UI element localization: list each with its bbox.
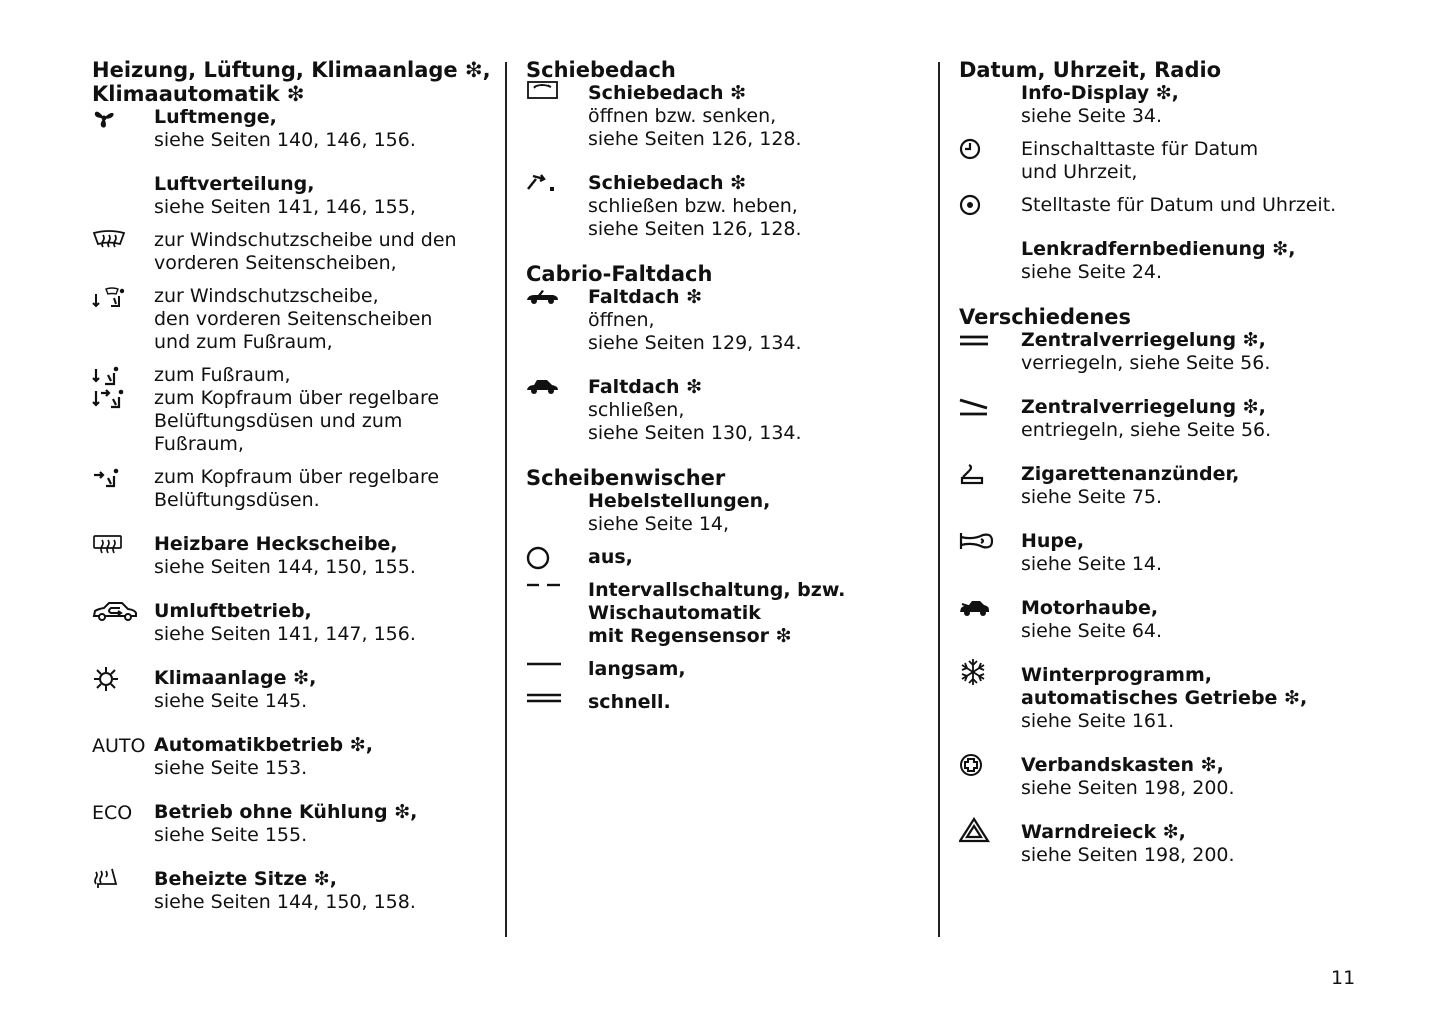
warning-triangle-icon (959, 819, 1015, 841)
heading-cabrio: Cabrio-Faltdach (526, 262, 713, 286)
heading-wischer: Scheibenwischer (526, 466, 726, 490)
entry-schiebedach-open: Schiebedach ❇ öffnen bzw. senken, siehe Seiten 126, 128. (526, 82, 926, 151)
entry-verbandskasten: Verbandskasten ❇, siehe Seiten 198, 200. (959, 754, 1399, 800)
entry-luftverteilung: Luftverteilung, siehe Seiten 141, 146, 155, (154, 173, 416, 218)
column-heating (92, 58, 492, 914)
windscreen-footwell-icon (92, 286, 148, 308)
entry-zv-verriegeln: Zentralverriegelung ❇, verriegeln, siehe Seite 56. (959, 329, 1399, 375)
head-footwell-icon (92, 388, 148, 410)
entry-stelltaste: Stelltaste für Datum und Uhrzeit. (959, 194, 1399, 217)
ac-snowflake-sun-icon (92, 668, 148, 690)
entry-einschalttaste: Einschalttaste für Datum und Uhrzeit, (959, 138, 1399, 184)
first-aid-icon (959, 755, 1015, 777)
column-roof (526, 58, 926, 714)
car-bonnet-icon (959, 598, 1015, 620)
entry-zigarette: Zigarettenanzünder, siehe Seite 75. (959, 463, 1399, 509)
heading-verschiedenes: Verschiedenes (959, 305, 1132, 329)
seat-heating-icon (92, 869, 148, 891)
entry-klimaanlage: Klimaanlage ❇, siehe Seite 145. (92, 667, 492, 713)
entry-faltdach-close: Faltdach ❇ schließen, siehe Seiten 130, 134. (526, 376, 926, 445)
entry-intervall: Intervallschaltung, bzw. Wischautomatik mit Regensensor ❇ (526, 579, 926, 648)
entry-fussraum: zum Fußraum, (92, 364, 492, 387)
entry-kopf-fussraum: zum Kopfraum über regelbare Belüftungsdüsen und zum Fußraum, (92, 387, 492, 456)
entry-zv-entriegeln: Zentralverriegelung ❇, entriegeln, siehe Seite 56. (959, 396, 1399, 442)
entry-eco: ECO Betrieb ohne Kühlung ❇, siehe Seite 155. (92, 801, 418, 846)
column-misc (959, 58, 1399, 867)
windscreen-defrost-icon (92, 230, 148, 252)
entry-winterprogramm: Winterprogramm, automatisches Getriebe ❇, siehe Seite 161. (959, 664, 1399, 733)
entry-langsam: langsam, (526, 658, 926, 681)
page-number: 11 (1331, 967, 1356, 989)
unlock-lines-icon (959, 397, 1015, 419)
entry-hupe: Hupe, siehe Seite 14. (959, 530, 1399, 576)
entry-windschutz-fussraum: zur Windschutzscheibe, den vorderen Seitenscheiben und zum Fußraum, (92, 285, 492, 354)
fan-icon (92, 107, 148, 129)
entry-warndreieck: Warndreieck ❇, siehe Seiten 198, 200. (959, 821, 1399, 867)
entry-lenkrad: Lenkradfernbedienung ❇, siehe Seite 24. (1021, 238, 1296, 283)
entry-auto: AUTO Automatikbetrieb ❇, siehe Seite 153. (92, 734, 373, 779)
entry-schiebedach-close: Schiebedach ❇ schließen bzw. heben, siehe Seiten 126, 128. (526, 172, 926, 241)
horn-icon (959, 531, 1015, 553)
off-circle-icon (526, 547, 582, 569)
eco-label: ECO (92, 801, 133, 824)
entry-info-display: Info-Display ❇, siehe Seite 34. (1021, 82, 1179, 127)
entry-schnell: schnell. (526, 691, 926, 714)
entry-faltdach-open: Faltdach ❇ öffnen, siehe Seiten 129, 134. (526, 286, 926, 355)
convertible-open-icon (526, 287, 582, 309)
head-vent-icon (92, 467, 148, 489)
column-divider-2 (938, 62, 940, 937)
convertible-closed-icon (526, 377, 582, 399)
lock-lines-icon (959, 330, 1015, 352)
fast-double-line-icon (526, 687, 582, 709)
sunroof-open-icon (526, 80, 582, 102)
rear-window-heat-icon (92, 534, 148, 556)
cigarette-lighter-icon (959, 464, 1015, 486)
clock-icon (959, 139, 1015, 161)
entry-windschutz: zur Windschutzscheibe und den vorderen Seitenscheiben, (92, 229, 492, 275)
slow-line-icon (526, 653, 582, 675)
entry-sitze: Beheizte Sitze ❇, siehe Seiten 144, 150, 158. (92, 868, 492, 914)
entry-aus: aus, (526, 546, 926, 569)
entry-umluft: Umluftbetrieb, siehe Seiten 141, 147, 156. (92, 600, 492, 646)
heading-heating: Heizung, Lüftung, Klimaanlage ❇, Klimaautomatik ❇ (92, 58, 491, 106)
column-divider-1 (505, 62, 507, 937)
interval-dashes-icon (526, 574, 582, 596)
auto-label: AUTO (92, 734, 146, 757)
footwell-icon (92, 365, 148, 387)
entry-kopfraum: zum Kopfraum über regelbare Belüftungsdüsen. (92, 466, 492, 512)
set-dial-icon (959, 195, 1015, 217)
recirculation-icon (92, 601, 148, 623)
sunroof-close-icon (526, 173, 582, 195)
entry-luftmenge: Luftmenge, siehe Seiten 140, 146, 156. (92, 106, 492, 152)
entry-motorhaube: Motorhaube, siehe Seite 64. (959, 597, 1399, 643)
heading-datum: Datum, Uhrzeit, Radio (959, 58, 1222, 82)
heading-schiebedach: Schiebedach (526, 58, 676, 82)
entry-hebelstellungen: Hebelstellungen, siehe Seite 14, (588, 490, 771, 535)
entry-heckscheibe: Heizbare Heckscheibe, siehe Seiten 144, 150, 155. (92, 533, 492, 579)
snowflake-icon (959, 661, 1015, 683)
